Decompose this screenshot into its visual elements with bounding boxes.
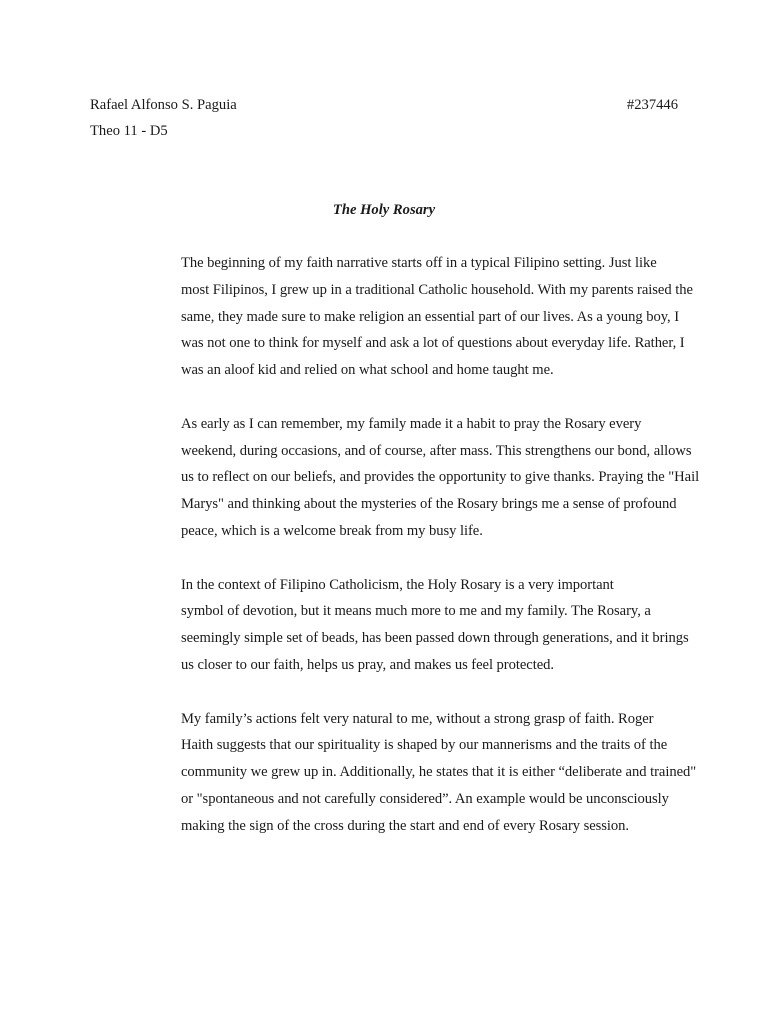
student-id: #237446 bbox=[626, 97, 678, 113]
header-row-top bbox=[90, 92, 678, 118]
paragraph-line: In the context of Filipino Catholicism, the Holy Rosary is a very important bbox=[181, 576, 614, 593]
paragraph-line: or "spontaneous and not carefully considered”. An example would be unconsciously bbox=[181, 790, 669, 807]
header-row-course bbox=[90, 118, 678, 144]
essay-title: The Holy Rosary bbox=[332, 202, 436, 218]
paragraph-line: community we grew up in. Additionally, he states that it is either “deliberate and trained" bbox=[181, 764, 697, 781]
paragraph-line: seemingly simple set of beads, has been passed down through generations, and it brings bbox=[181, 630, 689, 647]
paragraph-line: most Filipinos, I grew up in a traditional Catholic household. With my parents raised the bbox=[181, 281, 693, 298]
paragraph-line: us closer to our faith, helps us pray, and makes us feel protected. bbox=[181, 656, 555, 673]
document-header bbox=[90, 92, 678, 144]
paragraph-line: peace, which is a welcome break from my busy life. bbox=[181, 522, 483, 539]
paragraph-line: Haith suggests that our spirituality is shaped by our mannerisms and the traits of the bbox=[181, 737, 668, 754]
paragraph-line: My family’s actions felt very natural to me, without a strong grasp of faith. Roger bbox=[181, 710, 654, 727]
author-name: Rafael Alfonso S. Paguia bbox=[90, 97, 237, 113]
paragraph-3 bbox=[136, 572, 689, 679]
paragraph-4 bbox=[136, 706, 697, 840]
paragraph-line: was not one to think for myself and ask a lot of questions about everyday life. Rather, I bbox=[181, 335, 685, 352]
paragraph-line: The beginning of my faith narrative starts off in a typical Filipino setting. Just like bbox=[181, 255, 657, 271]
paragraph-line: was an aloof kid and relied on what school and home taught me. bbox=[181, 362, 554, 379]
paragraph-line: symbol of devotion, but it means much more to me and my family. The Rosary, a bbox=[181, 603, 651, 620]
paragraph-line: Marys" and thinking about the mysteries of the Rosary brings me a sense of profound bbox=[181, 496, 677, 513]
paragraph-line: making the sign of the cross during the start and end of every Rosary session. bbox=[181, 817, 630, 834]
paragraph-line: same, they made sure to make religion an essential part of our lives. As a young boy, I bbox=[181, 308, 680, 325]
paragraph-line: us to reflect on our beliefs, and provides the opportunity to give thanks. Praying the "Hail bbox=[181, 469, 700, 486]
course-code: Theo 11 - D5 bbox=[90, 123, 168, 139]
essay-body bbox=[136, 250, 700, 866]
paragraph-line: weekend, during occasions, and of course, after mass. This strengthens our bond, allows bbox=[181, 442, 692, 459]
paragraph-2 bbox=[136, 411, 700, 545]
paragraph-1 bbox=[136, 250, 693, 384]
paragraph-line: As early as I can remember, my family made it a habit to pray the Rosary every bbox=[181, 415, 642, 432]
